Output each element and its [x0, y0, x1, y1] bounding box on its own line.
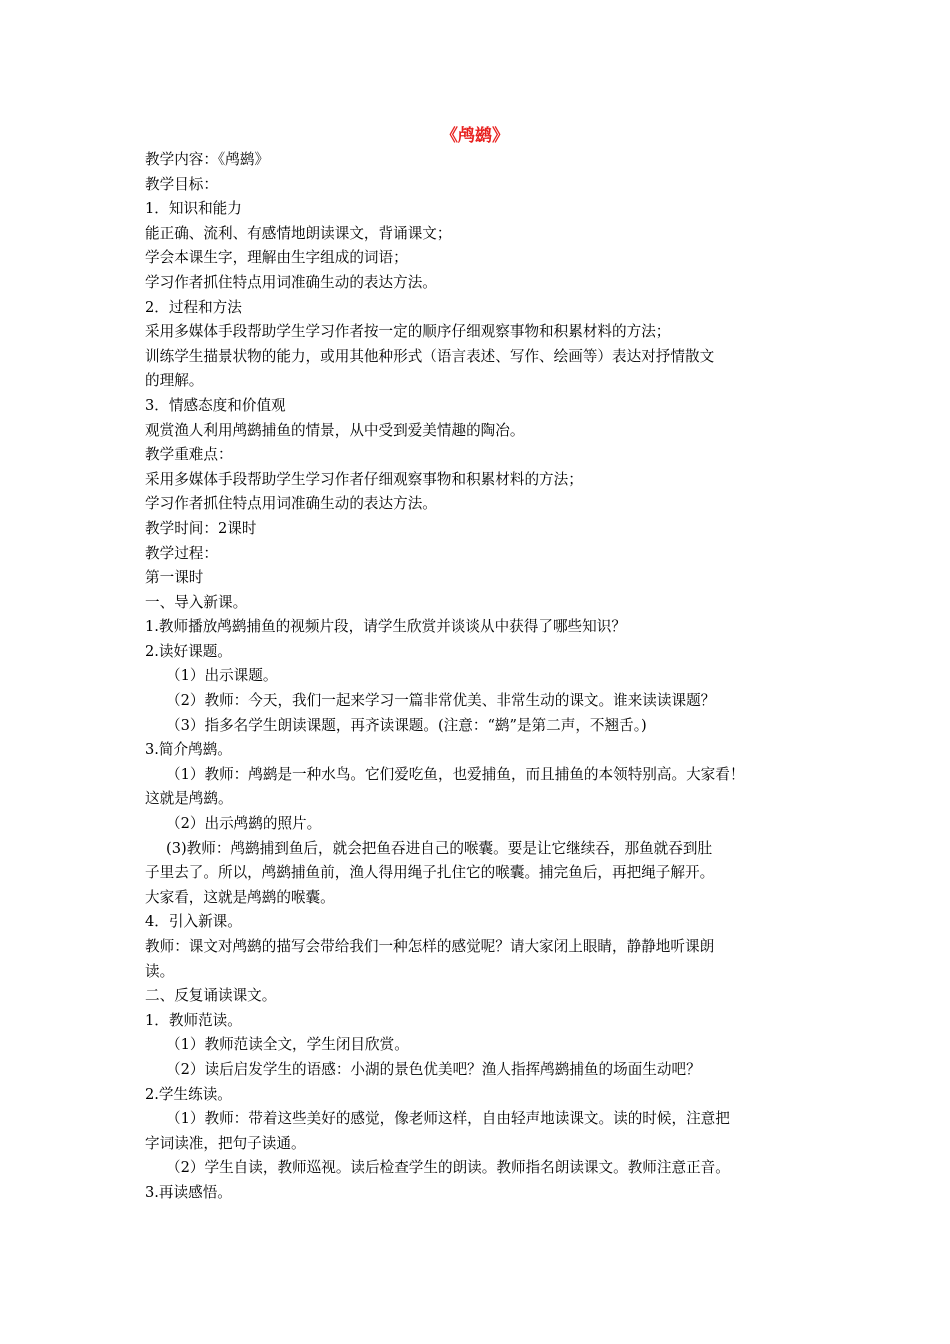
text-line: （2）教师：今天，我们一起来学习一篇非常优美、非常生动的课文。谁来读读课题？	[166, 692, 716, 710]
text-line: 训练学生描景状物的能力，或用其他种形式（语言表述、写作、绘画等）表达对抒情散文	[145, 347, 715, 365]
text-line: （1）教师：鸬鹚是一种水鸟。它们爱吃鱼，也爱捕鱼，而且捕鱼的本领特别高。大家看！	[166, 765, 745, 783]
text-line: 读。	[145, 962, 175, 980]
text-line: 能正确、流利、有感情地朗读课文，背诵课文；	[145, 224, 452, 242]
text-line: 1.教师播放鸬鹚捕鱼的视频片段，请学生欣赏并谈谈从中获得了哪些知识？	[145, 618, 626, 636]
text-line: 1．教师范读。	[145, 1011, 242, 1029]
text-line: （2）学生自读，教师巡视。读后检查学生的朗读。教师指名朗读课文。教师注意正音。	[166, 1159, 730, 1177]
text-line: 的理解。	[145, 372, 204, 390]
text-line: 学会本课生字，理解由生字组成的词语；	[145, 249, 408, 267]
text-line: 3.简介鸬鹚。	[145, 741, 232, 759]
text-line: （1）教师：带着这些美好的感觉，像老师这样，自由轻声地读课文。读的时候，注意把	[166, 1110, 730, 1128]
text-line: 这就是鸬鹚。	[145, 790, 233, 808]
text-line: 子里去了。所以，鸬鹚捕鱼前，渔人得用绳子扎住它的喉囊。捕完鱼后，再把绳子解开。	[145, 864, 715, 882]
text-line: 第一课时	[145, 569, 204, 587]
document-body	[145, 148, 815, 1206]
text-line: 采用多媒体手段帮助学生学习作者按一定的顺序仔细观察事物和积累材料的方法；	[145, 323, 671, 341]
text-line: 教学目标：	[145, 175, 218, 193]
text-line: 二、反复诵读课文。	[145, 987, 277, 1005]
text-line: 教学重难点：	[145, 446, 233, 464]
text-line: 教学内容：《鸬鹚》	[145, 151, 270, 168]
text-line: （1）教师范读全文，学生闭目欣赏。	[166, 1036, 409, 1054]
text-line: 1．知识和能力	[145, 200, 242, 218]
text-line: 教学过程：	[145, 544, 218, 562]
text-line: 大家看，这就是鸬鹚的喉囊。	[145, 888, 335, 906]
text-line: 4．引入新课。	[145, 913, 242, 931]
text-line: (3)教师：鸬鹚捕到鱼后，就会把鱼吞进自己的喉囊。要是让它继续吞，那鱼就吞到肚	[166, 839, 713, 857]
text-line: 2.学生练读。	[145, 1085, 232, 1103]
text-line: 教师：课文对鸬鹚的描写会带给我们一种怎样的感觉呢？请大家闭上眼睛，静静地听课朗	[145, 938, 715, 955]
text-line: 字词读准，把句子读通。	[145, 1134, 306, 1152]
text-line: 3.再读感悟。	[145, 1183, 232, 1201]
text-line: 2.读好课题。	[145, 642, 232, 660]
text-line: 观赏渔人利用鸬鹚捕鱼的情景，从中受到爱美情趣的陶冶。	[145, 421, 525, 439]
text-line: （2）读后启发学生的语感：小湖的景色优美吧？渔人指挥鸬鹚捕鱼的场面生动吧？	[166, 1060, 701, 1078]
text-line: 3．情感态度和价值观	[145, 396, 286, 414]
text-line: 2．过程和方法	[145, 298, 242, 316]
text-line: 学习作者抓住特点用词准确生动的表达方法。	[145, 495, 437, 513]
text-line: 教学时间：2课时	[145, 519, 257, 537]
text-line: （3）指多名学生朗读课题，再齐读课题。(注意：“鹚”是第二声，不翘舌。)	[166, 716, 647, 734]
text-line: 学习作者抓住特点用词准确生动的表达方法。	[145, 273, 437, 291]
text-line: （2）出示鸬鹚的照片。	[166, 815, 322, 833]
text-line: （1）出示课题。	[166, 667, 278, 685]
text-line: 采用多媒体手段帮助学生学习作者仔细观察事物和积累材料的方法；	[145, 470, 583, 488]
document-title: 《鸬鹚》	[441, 126, 509, 146]
text-line: 一、导入新课。	[145, 593, 248, 611]
